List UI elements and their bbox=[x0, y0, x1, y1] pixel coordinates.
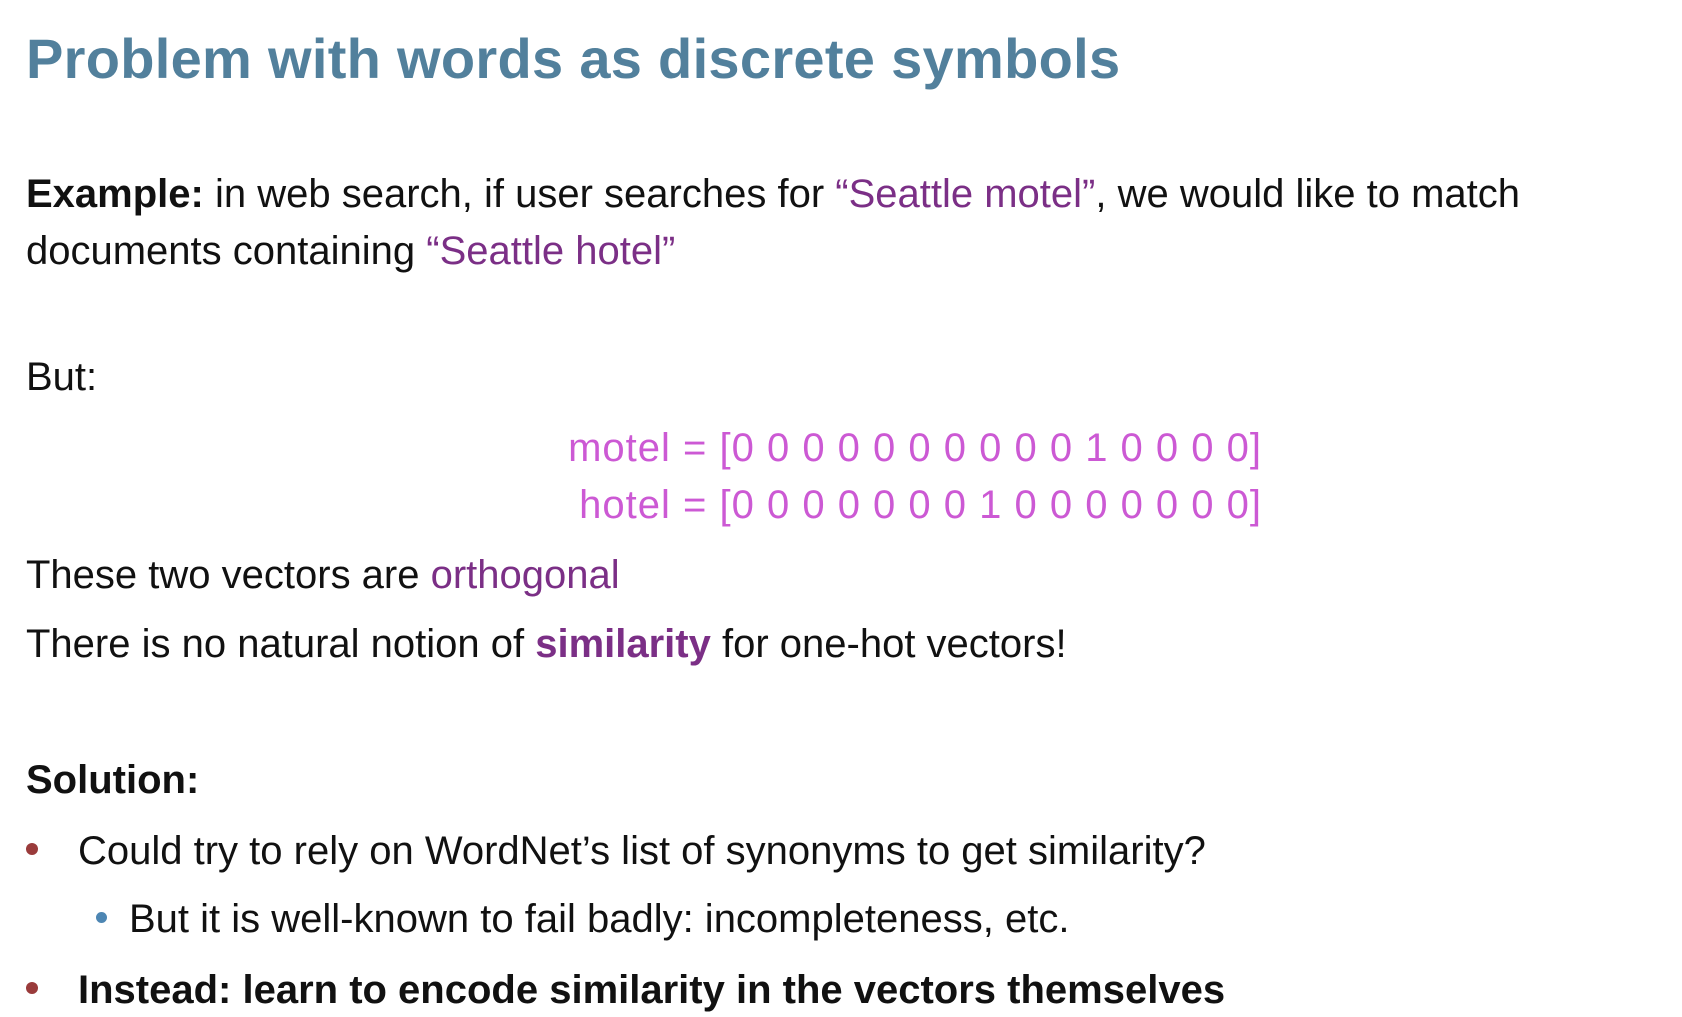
subbullet-1-text: But it is well-known to fail badly: incompleteness, etc. bbox=[129, 897, 1070, 941]
example-text-3: documents containing bbox=[26, 229, 427, 273]
example-text-2: , we would like to match bbox=[1095, 172, 1520, 216]
similarity-text-2: for one-hot vectors! bbox=[710, 622, 1067, 666]
bullet-dot-icon bbox=[26, 982, 38, 994]
orthogonal-line bbox=[26, 548, 620, 602]
slide-title: Problem with words as discrete symbols bbox=[26, 27, 1121, 90]
motel-vector: motel = [0 0 0 0 0 0 0 0 0 0 1 0 0 0 0] bbox=[568, 426, 1262, 470]
query-seattle-hotel: “Seattle hotel” bbox=[426, 229, 676, 273]
similarity-text-1: There is no natural notion of bbox=[26, 622, 536, 666]
example-line-2 bbox=[26, 224, 675, 278]
query-seattle-motel: “Seattle motel” bbox=[835, 172, 1096, 216]
example-line-1 bbox=[26, 167, 1520, 221]
orthogonal-text: These two vectors are bbox=[26, 553, 431, 597]
bullet-2-text: Instead: learn to encode similarity in the vectors themselves bbox=[78, 968, 1226, 1012]
bullet-dot-icon bbox=[26, 843, 38, 855]
solution-subbullet-1 bbox=[96, 892, 1069, 946]
solution-bullet-1 bbox=[26, 824, 1206, 878]
hotel-vector: hotel = [0 0 0 0 0 0 0 1 0 0 0 0 0 0 0] bbox=[579, 483, 1262, 527]
orthogonal-word: orthogonal bbox=[430, 553, 620, 597]
example-text-1: in web search, if user searches for bbox=[203, 172, 836, 216]
solution-bullet-2 bbox=[26, 963, 1225, 1017]
similarity-line bbox=[26, 617, 1067, 671]
bullet-1-text: Could try to rely on WordNet’s list of synonyms to get similarity? bbox=[78, 829, 1206, 873]
sub-bullet-dot-icon bbox=[96, 912, 107, 923]
solution-label: Solution: bbox=[26, 758, 200, 802]
but-label: But: bbox=[26, 355, 98, 399]
similarity-word: similarity bbox=[535, 622, 711, 666]
example-label: Example: bbox=[26, 172, 204, 216]
